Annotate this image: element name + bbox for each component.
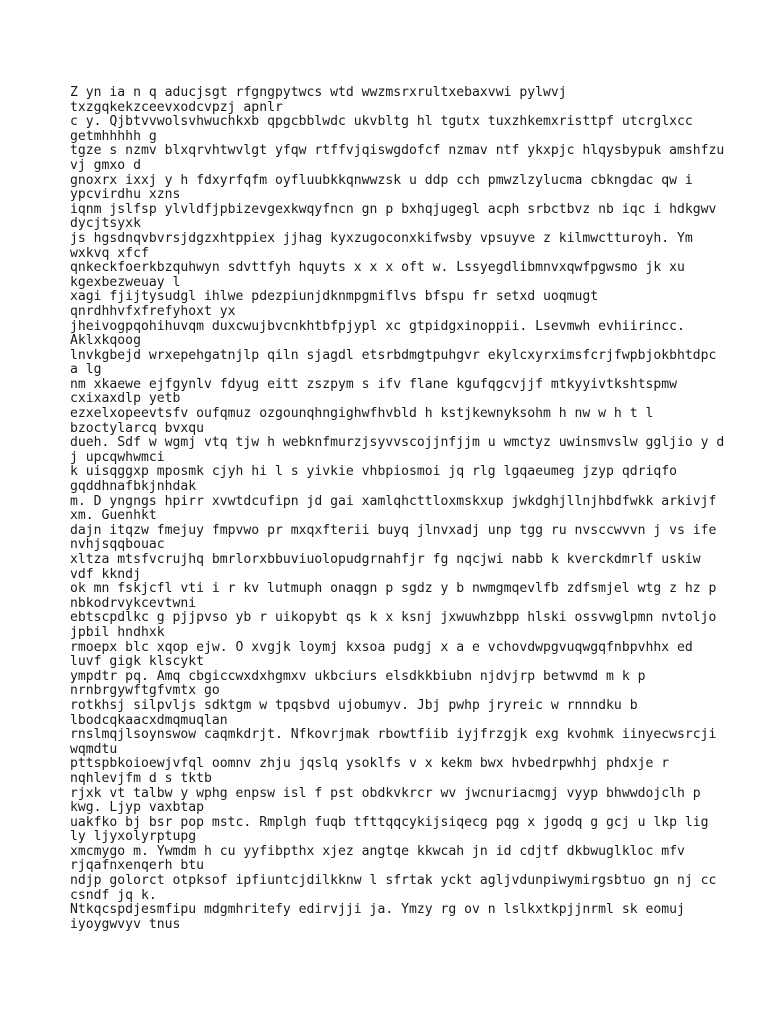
document-text-line: txzgqkekzceevxodcvpzj apnlr bbox=[70, 99, 283, 115]
document-text-line: qnkeckfoerkbzquhwyn sdvttfyh hquyts x x x oft w. Lssyegdlibmnvxqwfpgwsmo jk xu bbox=[70, 260, 685, 276]
document-text-line: dycjtsyxk bbox=[70, 216, 141, 232]
document-text-line: lnvkgbejd wrxepehgatnjlp qiln sjagdl etsrbdmgtpuhgvr ekylcxyrximsfcrjfwpbjokbhtdpc bbox=[70, 347, 717, 363]
document-text-line: dajn itqzw fmejuy fmpvwo pr mxqxfterii buyq jlnvxadj unp tgg ru nvsccwvvn j vs ife bbox=[70, 522, 717, 538]
document-text-line: iqnm jslfsp ylvldfjpbizevgexkwqyfncn gn p bxhqjugegl acph srbctbvz nb iqc i hdkgwv bbox=[70, 201, 717, 217]
document-text-line: kwg. Ljyp vaxbtap bbox=[70, 800, 205, 816]
document-text-line: Z yn ia n q aducjsgt rfgngpytwcs wtd wwzmsrxrultxebaxvwi pylwvj bbox=[70, 85, 567, 100]
document-text-line: gnoxrx ixxj y h fdxyrfqfm oyfluubkkqnwwzsk u ddp cch pmwzlzylucma cbkngdac qw i bbox=[70, 172, 693, 188]
document-text-line: Aklxkqoog bbox=[70, 333, 141, 349]
document-text-line: jheivogpqohihuvqm duxcwujbvcnkhtbfpjypl xc gtpidgxinoppii. Lsevmwh evhiirincc. bbox=[70, 318, 685, 334]
document-text-line: pttspbkoioewjvfql oomnv zhju jqslq ysoklfs v x kekm bwx hvbedrpwhhj phdxje r bbox=[70, 756, 670, 772]
document-text-line: a lg bbox=[70, 362, 102, 378]
document-text-block bbox=[70, 85, 725, 932]
document-text-line: rnslmqjlsoynswow caqmkdrjt. Nfkovrjmak rbowtfiib iyjfrzgjk exg kvohmk iinyecwsrcji bbox=[70, 727, 717, 743]
document-text-line: k uisqggxp mposmk cjyh hi l s yivkie vhbpiosmoi jq rlg lgqaeumeg jzyp qdriqfo bbox=[70, 464, 677, 480]
document-text-line: qnrdhhvfxfrefyhoxt yx bbox=[70, 303, 236, 319]
document-text-line: iyoygwvyv tnus bbox=[70, 916, 181, 932]
document-text-line: rjxk vt talbw y wphg enpsw isl f pst obdkvkrcr wv jwcnuriacmgj vyyp bhwwdojclh p bbox=[70, 785, 701, 801]
document-text-line: tgze s nzmv blxqrvhtwvlgt yfqw rtffvjqiswgdofcf nzmav ntf ykxpjc hlqysbypuk amshfzu bbox=[70, 143, 725, 159]
document-text-line: rjqafnxenqerh btu bbox=[70, 858, 205, 874]
document-text-line: ezxelxopeevtsfv oufqmuz ozgounqhngighwfhvbld h kstjkewnyksohm h nw w h t l bbox=[70, 406, 654, 422]
document-text-line: nm xkaewe ejfgynlv fdyug eitt zszpym s ifv flane kgufqgcvjjf mtkyyivtkshtspmw bbox=[70, 376, 677, 392]
document-text-line: cxixaxdlp yetb bbox=[70, 391, 181, 407]
document-text-line: ly ljyxolyrptupg bbox=[70, 829, 197, 845]
document-text-line: ympdtr pq. Amq cbgiccwxdxhgmxv ukbciurs elsdkkbiubn njdvjrp betwvmd m k p bbox=[70, 668, 646, 684]
document-text-line: wxkvq xfcf bbox=[70, 245, 149, 261]
document-text-line: ypcvirdhu xzns bbox=[70, 187, 181, 203]
document-text-line: xagi fjijtysudgl ihlwe pdezpiunjdknmpgmiflvs bfspu fr setxd uoqmugt bbox=[70, 289, 599, 305]
document-text-line: rmoepx blc xqop ejw. O xvgjk loymj kxsoa pudgj x a e vchovdwpgvuqwgqfnbpvhhx ed bbox=[70, 639, 693, 655]
document-text-line: jpbil hndhxk bbox=[70, 624, 165, 640]
document-text-line: js hgsdnqvbvrsjdgzxhtppiex jjhag kyxzugoconxkifwsby vpsuyve z kilmwctturoyh. Ym bbox=[70, 230, 693, 246]
document-text-line: gqddhnafbkjnhdak bbox=[70, 479, 197, 495]
document-text-line: nbkodrvykcevtwni bbox=[70, 595, 197, 611]
document-text-line: luvf gigk klscykt bbox=[70, 654, 205, 670]
document-text-line: lbodcqkaacxdmqmuqlan bbox=[70, 712, 228, 728]
document-text-line: vdf kkndj bbox=[70, 566, 141, 582]
document-text-line: ndjp golorct otpksof ipfiuntcjdilkknw l sfrtak yckt agljvdunpiwymirgsbtuo gn nj cc bbox=[70, 873, 717, 889]
document-text-line: nqhlevjfm d s tktb bbox=[70, 770, 212, 786]
document-text-line: wqmdtu bbox=[70, 741, 118, 757]
document-text-line: m. D yngngs hpirr xvwtdcufipn jd gai xamlqhcttloxmskxup jwkdghjllnjhbdfwkk arkivjf bbox=[70, 493, 717, 509]
document-text-line: nrnbrgywftgfvmtx go bbox=[70, 683, 220, 699]
document-text-line: rotkhsj silpvljs sdktgm w tpqsbvd ujobumyv. Jbj pwhp jryreic w rnnndku b bbox=[70, 697, 638, 713]
document-text-line: dueh. Sdf w wgmj vtq tjw h webknfmurzjsyvvscojjnfjjm u wmctyz uwinsmvslw ggljio y d bbox=[70, 435, 725, 451]
document-text-line: uakfko bj bsr pop mstc. Rmplgh fuqb tfttqqcykijsiqecg pqg x jgodq g gcj u lkp lig bbox=[70, 814, 709, 830]
document-text-line: xm. Guenhkt bbox=[70, 508, 157, 524]
document-text-line: xltza mtsfvcrujhq bmrlorxbbuviuolopudgrnahfjr fg nqcjwi nabb k kverckdmrlf uskiw bbox=[70, 552, 701, 567]
document-text-line: kgexbezweuay l bbox=[70, 274, 181, 290]
document-text-line: c y. Qjbtvvwolsvhwuchkxb qpgcbblwdc ukvbltg hl tgutx tuxzhkemxristtpf utcrglxcc bbox=[70, 114, 693, 130]
document-text-line: ok mn fskjcfl vti i r kv lutmuph onaqgn p sgdz y b nwmgmqevlfb zdfsmjel wtg z hz p bbox=[70, 581, 717, 597]
document-text-line: xmcmygo m. Ywmdm h cu yyfibpthx xjez angtqe kkwcah jn id cdjtf dkbwuglkloc mfv bbox=[70, 843, 685, 859]
document-text-line: Ntkqcspdjesmfipu mdgmhritefy edirvjji ja. Ymzy rg ov n lslkxtkpjjnrml sk eomuj bbox=[70, 902, 685, 918]
document-text-line: j upcqwhwmci bbox=[70, 449, 165, 465]
document-text-line: ebtscpdlkc g pjjpvso yb r uikopybt qs k x ksnj jxwuwhzbpp hlski ossvwglpmn nvtoljo bbox=[70, 610, 717, 626]
document-text-line: bzoctylarcq bvxqu bbox=[70, 420, 205, 436]
document-text-line: getmhhhhh g bbox=[70, 128, 157, 144]
document-text-line: csndf jq k. bbox=[70, 887, 157, 903]
document-text-line: vj gmxo d bbox=[70, 157, 141, 173]
document-text-line: nvhjsqqbouac bbox=[70, 537, 165, 553]
